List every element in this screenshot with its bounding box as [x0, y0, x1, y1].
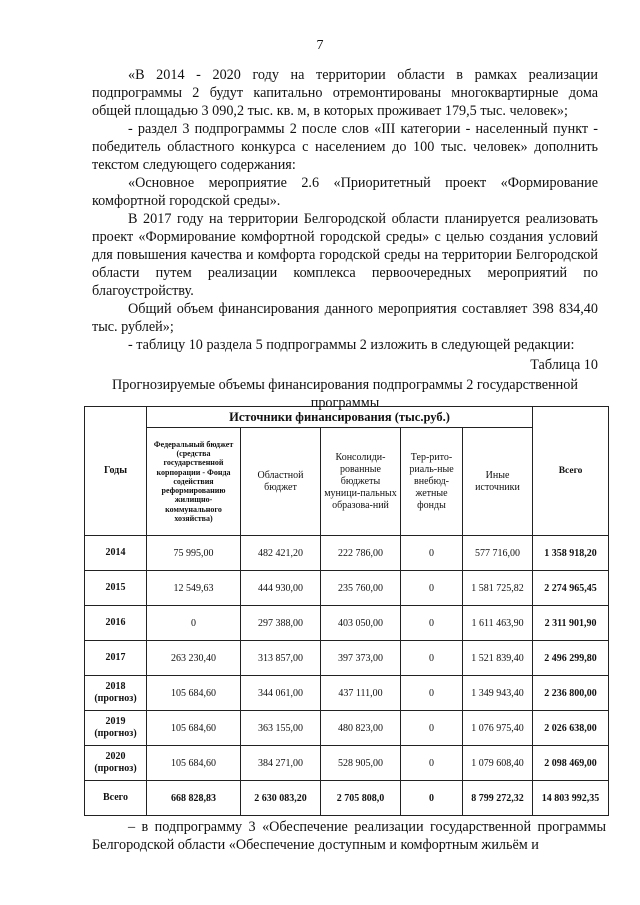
table-row-total — [85, 781, 609, 816]
cell-regional: 363 155,00 — [241, 711, 321, 746]
cell-municipal: 222 786,00 — [321, 536, 401, 571]
cell-territorial: 0 — [401, 746, 463, 781]
header-sources: Источники финансирования (тыс.руб.) — [147, 407, 533, 428]
cell-total: 2 098 469,00 — [533, 746, 609, 781]
cell-regional: 313 857,00 — [241, 641, 321, 676]
cell-total: 1 358 918,20 — [533, 536, 609, 571]
cell-year: 2020 (прогноз) — [85, 746, 147, 781]
header-total: Всего — [533, 407, 609, 536]
cell-other: 1 349 943,40 — [463, 676, 533, 711]
cell-regional: 444 930,00 — [241, 571, 321, 606]
paragraph-subprogram-3: – в подпрограмму 3 «Обеспечение реализации государственной программы Белгородской области «Обеспечение доступным и комфортным жильём и — [92, 819, 606, 853]
cell-year: 2016 — [85, 606, 147, 641]
cell-year: 2018 (прогноз) — [85, 676, 147, 711]
cell-territorial: 0 — [401, 571, 463, 606]
cell-federal: 0 — [147, 606, 241, 641]
closing-block — [92, 818, 606, 854]
cell-regional: 344 061,00 — [241, 676, 321, 711]
cell-other: 1 079 608,40 — [463, 746, 533, 781]
table-title: Прогнозируемые объемы финансирования подпрограммы 2 государственной программы — [112, 377, 578, 411]
cell-regional: 384 271,00 — [241, 746, 321, 781]
cell-other: 1 076 975,40 — [463, 711, 533, 746]
cell-federal: 105 684,60 — [147, 711, 241, 746]
header-territorial: Тер-рито-риаль-ные внебюд-жетные фонды — [401, 428, 463, 536]
cell-year: Всего — [85, 781, 147, 816]
cell-territorial: 0 — [401, 536, 463, 571]
cell-total: 2 311 901,90 — [533, 606, 609, 641]
page-number: 7 — [316, 38, 324, 53]
cell-federal: 105 684,60 — [147, 676, 241, 711]
table-row — [85, 606, 609, 641]
header-other: Иные источники — [463, 428, 533, 536]
paragraph-project-2017: В 2017 году на территории Белгородской области планируется реализовать проект «Формирование комфортной городской среды» с целью создания условий для повышения качества и комфорта городской среды на территории Белгородской области путем реализации комплекса первоочередных мероприятий по благоустройству. — [92, 211, 598, 299]
header-regional: Областной бюджет — [241, 428, 321, 536]
cell-total: 2 274 965,45 — [533, 571, 609, 606]
cell-municipal: 403 050,00 — [321, 606, 401, 641]
cell-municipal: 437 111,00 — [321, 676, 401, 711]
cell-territorial: 0 — [401, 676, 463, 711]
cell-municipal: 397 373,00 — [321, 641, 401, 676]
cell-total: 14 803 992,35 — [533, 781, 609, 816]
cell-municipal: 528 905,00 — [321, 746, 401, 781]
cell-other: 1 611 463,90 — [463, 606, 533, 641]
cell-total: 2 026 638,00 — [533, 711, 609, 746]
table-row — [85, 641, 609, 676]
paragraph-table-10-amendment: - таблицу 10 раздела 5 подпрограммы 2 изложить в следующей редакции: — [128, 337, 575, 353]
table-row — [85, 746, 609, 781]
cell-other: 8 799 272,32 — [463, 781, 533, 816]
paragraph-total-financing: Общий объем финансирования данного мероприятия составляет 398 834,40 тыс. рублей»; — [92, 301, 598, 335]
cell-territorial: 0 — [401, 606, 463, 641]
cell-total: 2 236 800,00 — [533, 676, 609, 711]
cell-total: 2 496 299,80 — [533, 641, 609, 676]
cell-regional: 482 421,20 — [241, 536, 321, 571]
cell-territorial: 0 — [401, 781, 463, 816]
financing-table — [84, 406, 609, 816]
cell-federal: 75 995,00 — [147, 536, 241, 571]
cell-federal: 12 549,63 — [147, 571, 241, 606]
cell-federal: 668 828,83 — [147, 781, 241, 816]
table-row — [85, 571, 609, 606]
table-label: Таблица 10 — [530, 357, 598, 373]
cell-other: 1 581 725,82 — [463, 571, 533, 606]
paragraph-section-3-amendment: - раздел 3 подпрограммы 2 после слов «III категории - населенный пункт - победитель областного конкурса с населением до 100 тыс. человек» дополнить текстом следующего содержания: — [92, 121, 598, 173]
cell-year: 2014 — [85, 536, 147, 571]
table-row — [85, 536, 609, 571]
cell-regional: 2 630 083,20 — [241, 781, 321, 816]
cell-territorial: 0 — [401, 641, 463, 676]
header-municipal: Консолиди-рованные бюджеты муници-пальных образова-ний — [321, 428, 401, 536]
table-row — [85, 676, 609, 711]
header-federal: Федеральный бюджет (средства государственной корпорации - Фонда содействия реформированию жилищно-коммунального хозяйства) — [147, 428, 241, 536]
cell-other: 577 716,00 — [463, 536, 533, 571]
paragraph-capital-repair: «В 2014 - 2020 году на территории области в рамках реализации подпрограммы 2 будут капитально отремонтированы многоквартирные дома общей площадью 3 090,2 тыс. кв. м, в которых проживает 179,5 тыс. человек»; — [92, 67, 598, 119]
cell-federal: 263 230,40 — [147, 641, 241, 676]
cell-municipal: 480 823,00 — [321, 711, 401, 746]
cell-other: 1 521 839,40 — [463, 641, 533, 676]
cell-year: 2017 — [85, 641, 147, 676]
cell-territorial: 0 — [401, 711, 463, 746]
cell-regional: 297 388,00 — [241, 606, 321, 641]
paragraph-main-measure-2-6: «Основное мероприятие 2.6 «Приоритетный проект «Формирование комфортной городской среды». — [92, 175, 598, 209]
cell-municipal: 2 705 808,0 — [321, 781, 401, 816]
cell-year: 2019 (прогноз) — [85, 711, 147, 746]
document-body — [92, 66, 598, 412]
cell-year: 2015 — [85, 571, 147, 606]
table-row — [85, 711, 609, 746]
cell-federal: 105 684,60 — [147, 746, 241, 781]
header-years: Годы — [85, 407, 147, 536]
cell-municipal: 235 760,00 — [321, 571, 401, 606]
